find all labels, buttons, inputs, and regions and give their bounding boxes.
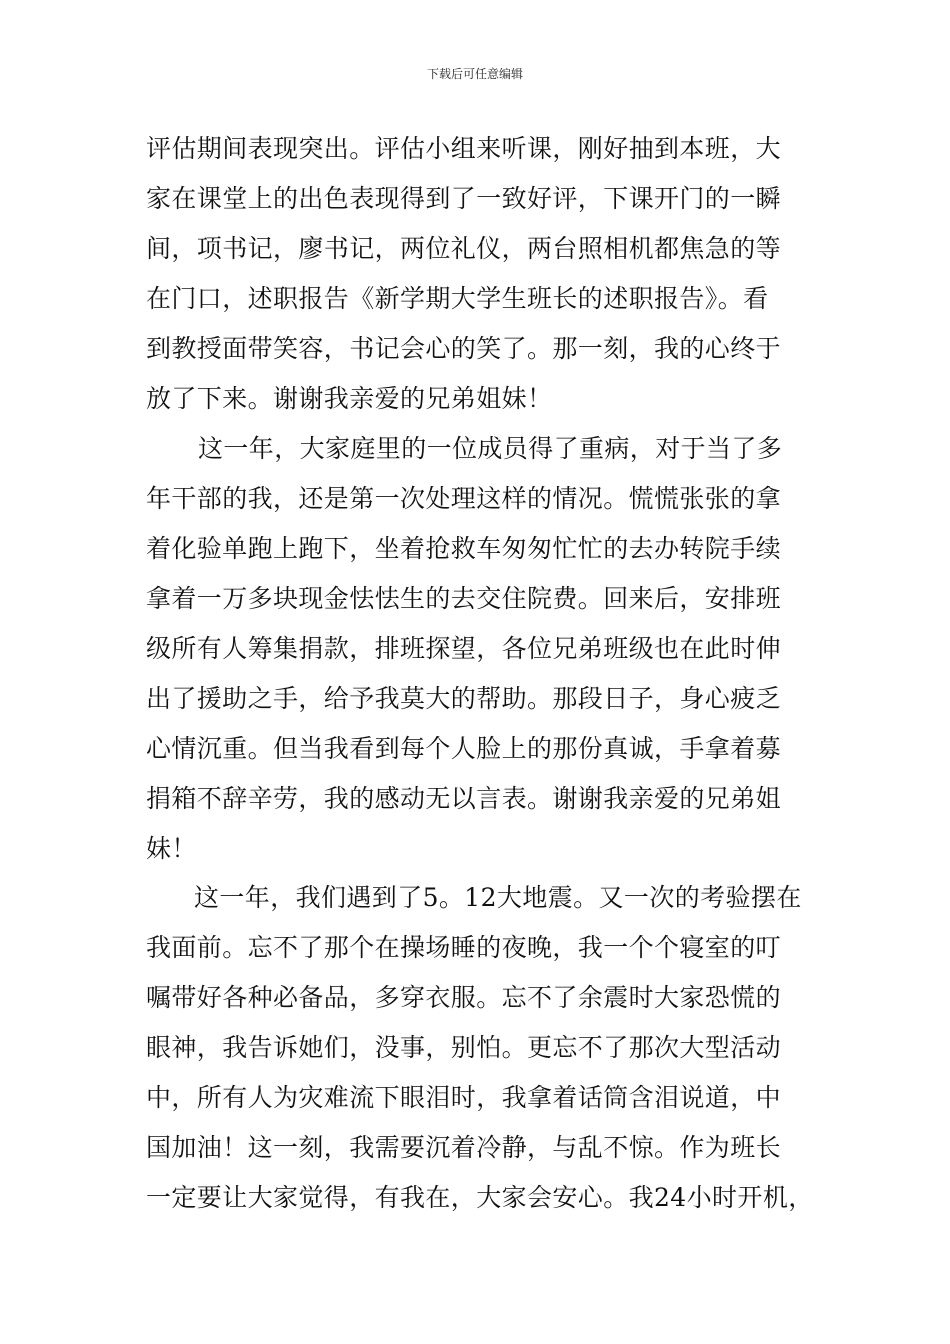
paragraph-first-line: 这一年，我们遇到了5。12大地震。又一次的考验摆在 xyxy=(194,883,802,912)
body-line: 我面前。忘不了那个在操场睡的夜晚，我一个个寝室的叮 xyxy=(146,933,782,962)
body-line: 出了援助之手，给予我莫大的帮助。那段日子，身心疲乏 xyxy=(146,684,782,713)
body-line: 间，项书记，廖书记，两位礼仪，两台照相机都焦急的等 xyxy=(146,234,782,263)
body-line: 嘱带好各种必备品，多穿衣服。忘不了余震时大家恐慌的 xyxy=(146,983,782,1012)
body-line: 一定要让大家觉得，有我在，大家会安心。我24小时开机， xyxy=(146,1183,814,1212)
body-line: 心情沉重。但当我看到每个人脸上的那份真诚，手拿着募 xyxy=(146,734,782,763)
body-line: 国加油！这一刻，我需要沉着冷静，与乱不惊。作为班长 xyxy=(146,1133,782,1162)
body-line: 在门口，述职报告《新学期大学生班长的述职报告》。看 xyxy=(146,284,769,313)
body-line: 着化验单跑上跑下，坐着抢救车匆匆忙忙的去办转院手续 xyxy=(146,534,782,563)
body-line: 捐箱不辞辛劳，我的感动无以言表。谢谢我亲爱的兄弟姐 xyxy=(146,784,782,813)
body-line: 放了下来。谢谢我亲爱的兄弟姐妹！ xyxy=(146,384,553,413)
body-line: 到教授面带笑容，书记会心的笑了。那一刻，我的心终于 xyxy=(146,334,782,363)
body-line: 家在课堂上的出色表现得到了一致好评，下课开门的一瞬 xyxy=(146,184,782,213)
body-line: 妹！ xyxy=(146,834,197,863)
body-line: 眼神，我告诉她们，没事，别怕。更忘不了那次大型活动 xyxy=(146,1033,782,1062)
body-line: 评估期间表现突出。评估小组来听课，刚好抽到本班，大 xyxy=(146,134,782,163)
paragraph-first-line: 这一年，大家庭里的一位成员得了重病，对于当了多 xyxy=(198,434,783,463)
page-header: 下载后可任意编辑 xyxy=(426,67,523,81)
body-line: 年干部的我，还是第一次处理这样的情况。慌慌张张的拿 xyxy=(146,484,782,513)
body-line: 中，所有人为灾难流下眼泪时，我拿着话筒含泪说道，中 xyxy=(146,1083,782,1112)
body-line: 级所有人筹集捐款，排班探望，各位兄弟班级也在此时伸 xyxy=(146,634,782,663)
body-line: 拿着一万多块现金怯怯生的去交住院费。回来后，安排班 xyxy=(146,584,782,613)
